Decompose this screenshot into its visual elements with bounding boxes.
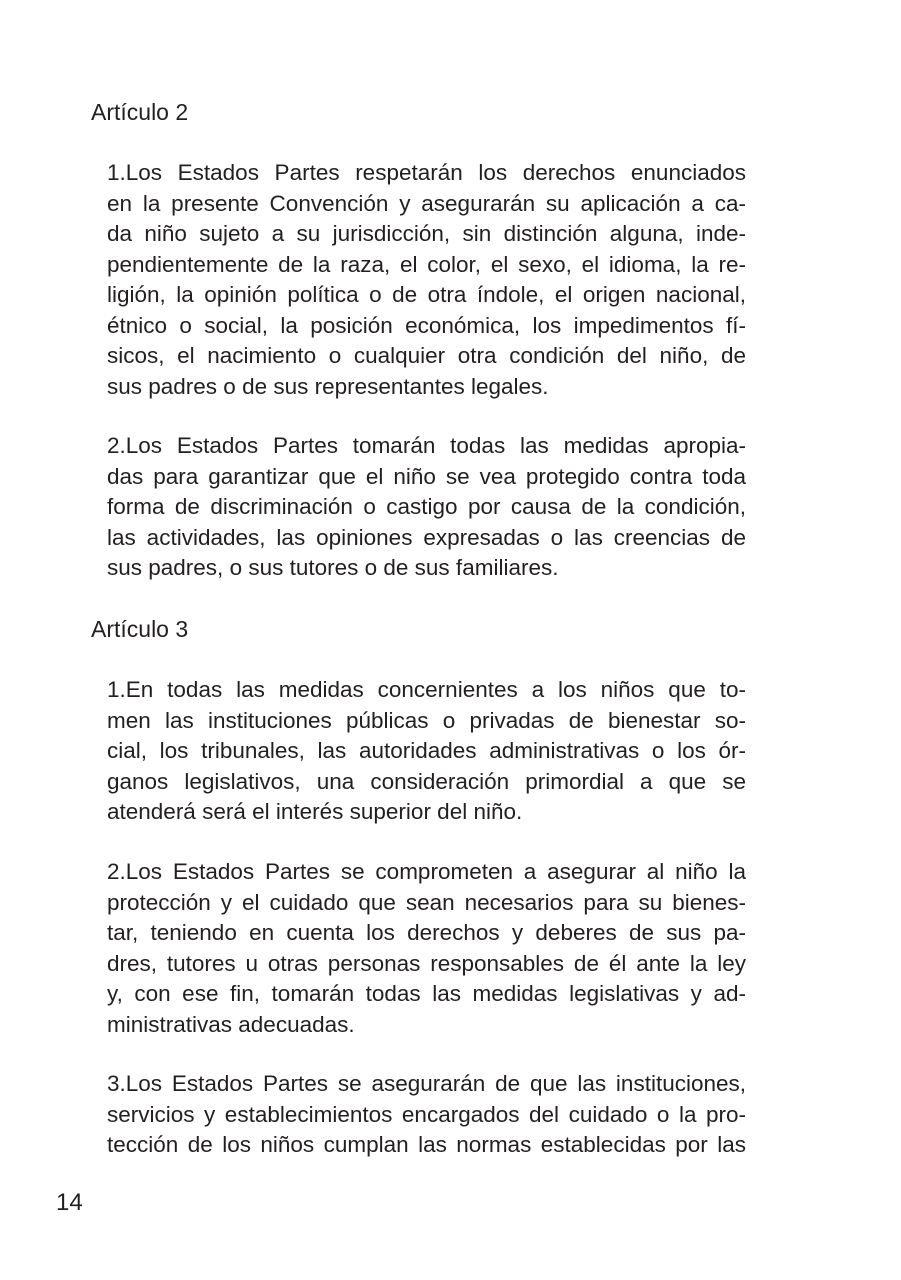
article-2-paragraph-2: [107, 431, 746, 584]
text-line: 2.Los Estados Partes se comprometen a asegurar al niño la: [107, 859, 746, 884]
article-3-paragraph-1: [107, 675, 746, 828]
text-line: dres, tutores u otras personas responsables de él ante la ley: [107, 950, 746, 976]
article-3-heading: Artículo 3: [91, 616, 189, 642]
text-line: sus padres o de sus representantes legales.: [107, 373, 549, 399]
text-line: ganos legislativos, una consideración primordial a que se: [107, 768, 746, 794]
text-line: 2.Los Estados Partes tomarán todas las medidas apropia-: [107, 433, 746, 458]
text-line: sicos, el nacimiento o cualquier otra condición del niño, de: [107, 343, 746, 368]
text-line: atenderá será el interés superior del niño.: [107, 799, 523, 824]
article-2-heading: Artículo 2: [91, 99, 189, 125]
text-line: men las instituciones públicas o privadas de bienestar so-: [107, 707, 746, 733]
text-line: en la presente Convención y asegurarán su aplicación a ca-: [107, 190, 746, 216]
text-line: tección de los niños cumplan las normas establecidas por las: [107, 1132, 746, 1157]
text-line: protección y el cuidado que sean necesarios para su bienes-: [107, 889, 746, 915]
text-line: ministrativas adecuadas.: [107, 1011, 355, 1037]
text-line: 1.En todas las medidas concernientes a los niños que to-: [107, 677, 746, 702]
text-line: cial, los tribunales, las autoridades administrativas o los ór-: [107, 738, 746, 763]
text-line: sus padres, o sus tutores o de sus familiares.: [107, 555, 559, 580]
text-line: da niño sujeto a su jurisdicción, sin distinción alguna, inde-: [107, 221, 746, 246]
text-line: ligión, la opinión política o de otra índole, el origen nacional,: [107, 282, 746, 307]
article-2-paragraph-1: [107, 158, 746, 402]
article-3-paragraph-2: [107, 857, 746, 1040]
text-line: servicios y establecimientos encargados del cuidado o la pro-: [107, 1101, 746, 1127]
text-line: las actividades, las opiniones expresadas o las creencias de: [107, 524, 746, 550]
text-line: forma de discriminación o castigo por causa de la condición,: [107, 494, 746, 519]
text-line: y, con ese fin, tomarán todas las medidas legislativas y ad-: [107, 981, 746, 1006]
text-line: das para garantizar que el niño se vea protegido contra toda: [107, 463, 746, 489]
text-line: pendientemente de la raza, el color, el sexo, el idioma, la re-: [107, 251, 746, 277]
article-3-paragraph-3: [107, 1069, 746, 1161]
text-line: tar, teniendo en cuenta los derechos y deberes de sus pa-: [107, 920, 746, 945]
text-line: 3.Los Estados Partes se asegurarán de que las instituciones,: [107, 1071, 746, 1096]
text-line: étnico o social, la posición económica, los impedimentos fí-: [107, 312, 746, 338]
page-number: 14: [56, 1189, 83, 1216]
text-line: 1.Los Estados Partes respetarán los derechos enunciados: [107, 160, 746, 185]
